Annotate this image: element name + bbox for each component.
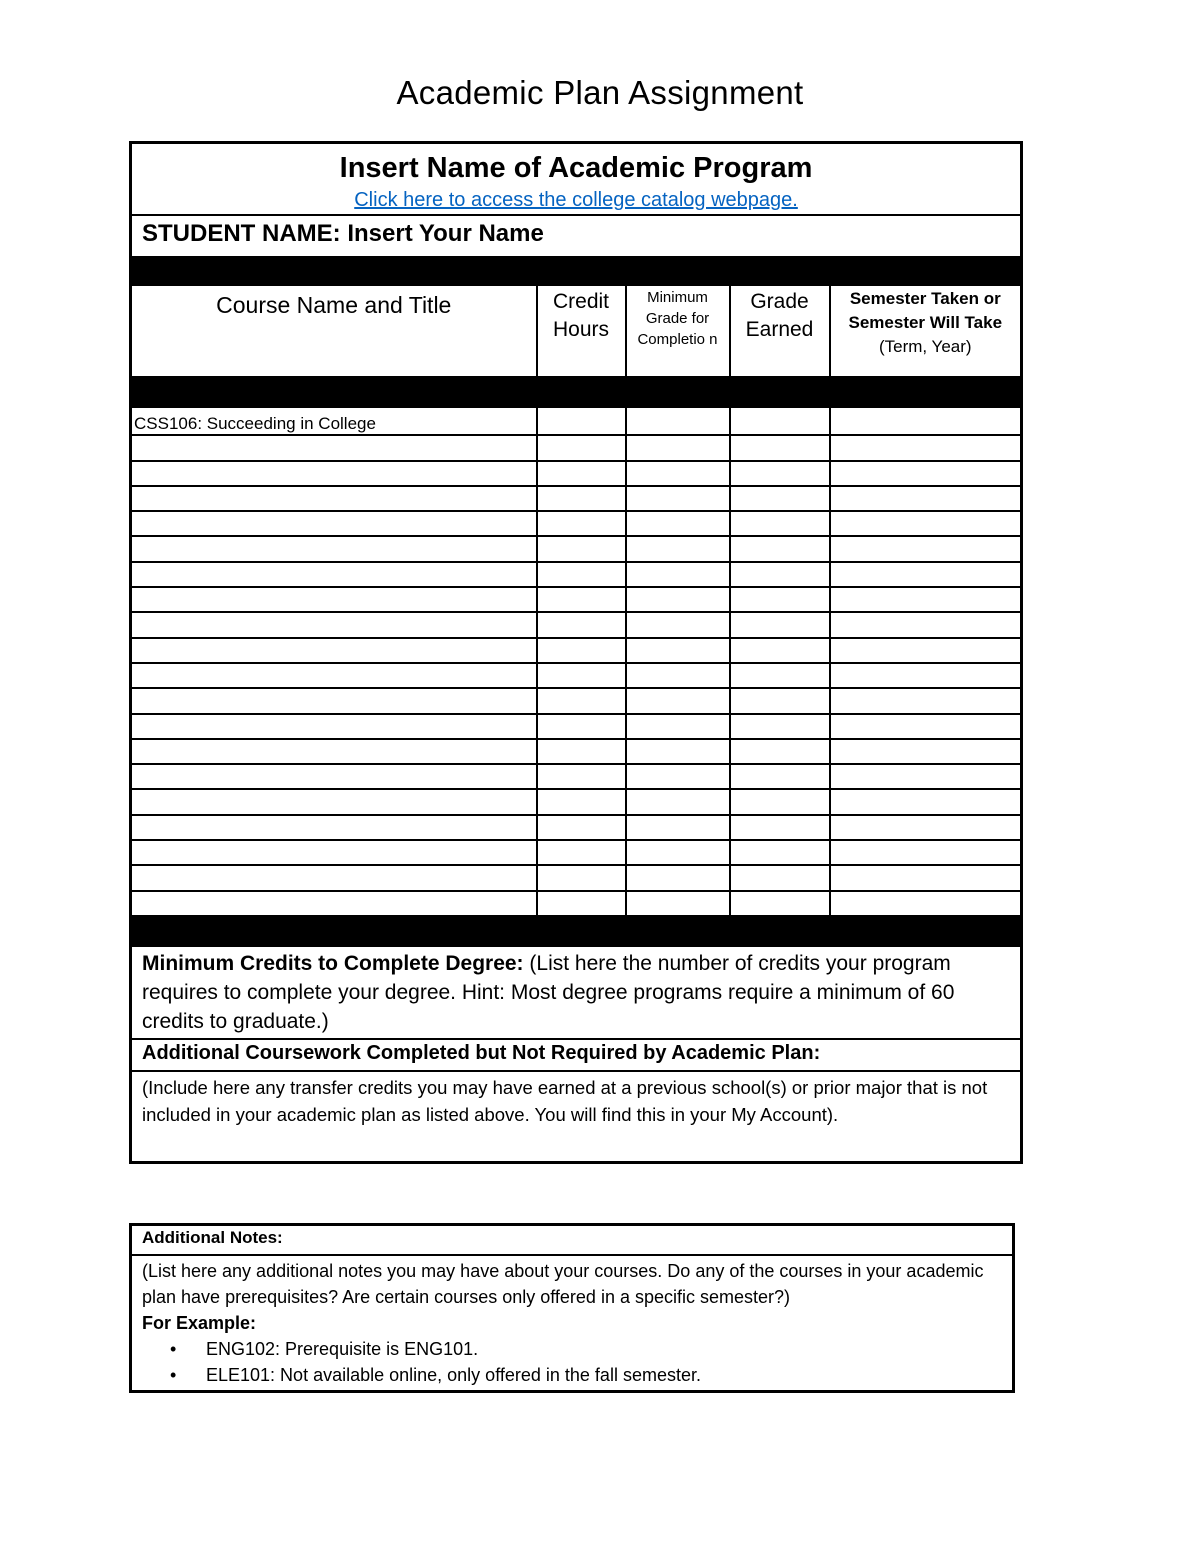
minimum-grade-cell[interactable]: [626, 435, 730, 460]
credit-hours-cell[interactable]: [537, 714, 626, 739]
semester-cell[interactable]: [830, 536, 1022, 561]
example-item: • ENG102: Prerequisite is ENG101.: [206, 1336, 1002, 1362]
grade-earned-cell[interactable]: [730, 407, 830, 435]
credit-hours-cell[interactable]: [537, 511, 626, 536]
semester-cell[interactable]: [830, 562, 1022, 587]
course-name-cell[interactable]: [131, 891, 537, 916]
course-row: [131, 688, 1022, 713]
academic-plan-table: [129, 141, 1023, 1164]
semester-cell[interactable]: [830, 612, 1022, 637]
course-name-cell[interactable]: [131, 663, 537, 688]
additional-notes-label: Additional Notes:: [131, 1225, 1014, 1256]
credit-hours-cell[interactable]: [537, 407, 626, 435]
credit-hours-cell[interactable]: [537, 587, 626, 612]
program-name[interactable]: Insert Name of Academic Program: [339, 152, 813, 184]
semester-cell[interactable]: [830, 407, 1022, 435]
program-header: [131, 143, 1022, 216]
course-row: [131, 562, 1022, 587]
course-row: [131, 891, 1022, 916]
course-row: [131, 435, 1022, 460]
minimum-grade-cell[interactable]: [626, 891, 730, 916]
course-row: [131, 407, 1022, 435]
minimum-grade-cell[interactable]: [626, 511, 730, 536]
credit-hours-cell[interactable]: [537, 739, 626, 764]
course-row: [131, 638, 1022, 663]
student-name-value[interactable]: Insert Your Name: [347, 220, 544, 247]
credit-hours-cell[interactable]: [537, 461, 626, 486]
course-row: [131, 612, 1022, 637]
credit-hours-cell[interactable]: [537, 688, 626, 713]
course-name-cell[interactable]: [131, 840, 537, 865]
minimum-grade-cell[interactable]: [626, 764, 730, 789]
course-name-cell[interactable]: [131, 865, 537, 890]
additional-coursework-cell[interactable]: (Include here any transfer credits you may have earned at a previous school(s) or prior major that is not included in your academic plan as listed above. You will find this in your My Account).: [131, 1071, 1022, 1163]
course-name-cell[interactable]: [131, 486, 537, 511]
bullet-icon: •: [170, 1339, 177, 1359]
minimum-credits-text: (List here the number of credits your program requires to complete your degree. Hint: Most degree programs require a minimum of 60 credits to graduate.): [142, 951, 955, 1033]
course-name-cell[interactable]: [131, 612, 537, 637]
course-name-cell[interactable]: [131, 638, 537, 663]
minimum-grade-cell[interactable]: [626, 461, 730, 486]
semester-cell[interactable]: [830, 865, 1022, 890]
credit-hours-cell[interactable]: [537, 638, 626, 663]
credit-hours-cell[interactable]: [537, 865, 626, 890]
semester-cell[interactable]: [830, 891, 1022, 916]
semester-cell[interactable]: [830, 789, 1022, 814]
grade-earned-cell[interactable]: [730, 511, 830, 536]
course-name-cell[interactable]: [131, 688, 537, 713]
course-name-cell[interactable]: [131, 789, 537, 814]
course-row: [131, 739, 1022, 764]
course-row: [131, 764, 1022, 789]
credit-hours-cell[interactable]: [537, 435, 626, 460]
grade-earned-cell[interactable]: [730, 789, 830, 814]
course-row: [131, 587, 1022, 612]
course-row: [131, 815, 1022, 840]
semester-header-term: (Term, Year): [878, 337, 972, 356]
minimum-grade-cell[interactable]: [626, 663, 730, 688]
minimum-grade-cell[interactable]: [626, 865, 730, 890]
minimum-grade-cell[interactable]: [626, 562, 730, 587]
column-header-grade-earned: Grade Earned: [730, 285, 830, 377]
semester-header-bold: Semester Taken or Semester Will Take: [848, 289, 1003, 332]
grade-earned-cell[interactable]: [730, 435, 830, 460]
credit-hours-cell[interactable]: [537, 840, 626, 865]
course-name-cell[interactable]: [131, 815, 537, 840]
credit-hours-cell[interactable]: [537, 486, 626, 511]
minimum-credits-cell[interactable]: [131, 946, 1022, 1039]
grade-earned-cell[interactable]: [730, 612, 830, 637]
grade-earned-cell[interactable]: [730, 587, 830, 612]
minimum-grade-cell[interactable]: [626, 840, 730, 865]
grade-earned-cell[interactable]: [730, 739, 830, 764]
minimum-grade-cell[interactable]: [626, 638, 730, 663]
grade-earned-cell[interactable]: [730, 688, 830, 713]
course-name-cell[interactable]: [131, 511, 537, 536]
semester-cell[interactable]: [830, 739, 1022, 764]
course-row: [131, 663, 1022, 688]
semester-cell[interactable]: [830, 663, 1022, 688]
student-name-row[interactable]: [131, 215, 1022, 257]
course-name-cell[interactable]: [131, 536, 537, 561]
course-name-cell[interactable]: [131, 562, 537, 587]
minimum-grade-cell[interactable]: [626, 739, 730, 764]
semester-cell[interactable]: [830, 461, 1022, 486]
semester-cell[interactable]: [830, 511, 1022, 536]
bullet-icon: •: [170, 1365, 177, 1385]
for-example-label: For Example:: [142, 1313, 257, 1333]
minimum-grade-cell[interactable]: [626, 688, 730, 713]
credit-hours-cell[interactable]: [537, 562, 626, 587]
course-row: [131, 511, 1022, 536]
semester-cell[interactable]: [830, 435, 1022, 460]
credit-hours-cell[interactable]: [537, 764, 626, 789]
course-name-cell[interactable]: [131, 587, 537, 612]
grade-earned-cell[interactable]: [730, 714, 830, 739]
column-header-course: Course Name and Title: [131, 285, 537, 377]
minimum-grade-cell[interactable]: [626, 486, 730, 511]
grade-earned-cell[interactable]: [730, 638, 830, 663]
grade-earned-cell[interactable]: [730, 840, 830, 865]
example-list: [142, 1336, 1002, 1388]
course-row: [131, 714, 1022, 739]
grade-earned-cell[interactable]: [730, 663, 830, 688]
minimum-grade-cell[interactable]: [626, 714, 730, 739]
additional-notes-text: (List here any additional notes you may have about your courses. Do any of the courses in your academic plan have prerequisites? Are certain courses only offered in a specific semester?): [142, 1261, 984, 1307]
minimum-grade-cell[interactable]: [626, 587, 730, 612]
minimum-grade-cell[interactable]: [626, 536, 730, 561]
credit-hours-cell[interactable]: [537, 891, 626, 916]
minimum-grade-cell[interactable]: [626, 407, 730, 435]
course-rows: [131, 407, 1022, 916]
grade-earned-cell[interactable]: [730, 486, 830, 511]
course-row: [131, 840, 1022, 865]
grade-earned-cell[interactable]: [730, 562, 830, 587]
semester-cell[interactable]: [830, 638, 1022, 663]
credit-hours-cell[interactable]: [537, 536, 626, 561]
column-header-semester: [830, 285, 1022, 377]
column-header-credit-hours: Credit Hours: [537, 285, 626, 377]
document-title: Academic Plan Assignment: [396, 74, 804, 111]
course-row: [131, 461, 1022, 486]
divider-bar: [131, 257, 1022, 285]
column-headers: [131, 285, 1022, 377]
semester-cell[interactable]: [830, 840, 1022, 865]
course-name-cell[interactable]: [131, 714, 537, 739]
course-row: [131, 486, 1022, 511]
grade-earned-cell[interactable]: [730, 815, 830, 840]
semester-cell[interactable]: [830, 815, 1022, 840]
minimum-grade-cell[interactable]: [626, 815, 730, 840]
grade-earned-cell[interactable]: [730, 536, 830, 561]
college-catalog-link[interactable]: Click here to access the college catalog webpage.: [354, 189, 798, 211]
divider-bar: [131, 377, 1022, 407]
grade-earned-cell[interactable]: [730, 891, 830, 916]
credit-hours-cell[interactable]: [537, 815, 626, 840]
grade-earned-cell[interactable]: [730, 865, 830, 890]
grade-earned-cell[interactable]: [730, 764, 830, 789]
minimum-grade-cell[interactable]: [626, 789, 730, 814]
course-name-cell[interactable]: [131, 435, 537, 460]
minimum-grade-cell[interactable]: [626, 612, 730, 637]
student-name-label: STUDENT NAME:: [142, 220, 341, 247]
additional-coursework-label: Additional Coursework Completed but Not Required by Academic Plan:: [131, 1039, 1022, 1071]
semester-cell[interactable]: [830, 714, 1022, 739]
course-name-cell[interactable]: [131, 764, 537, 789]
example-item: • ELE101: Not available online, only offered in the fall semester.: [206, 1362, 1002, 1388]
course-row: [131, 789, 1022, 814]
divider-bar: [131, 916, 1022, 946]
semester-cell[interactable]: [830, 688, 1022, 713]
semester-cell[interactable]: [830, 587, 1022, 612]
semester-cell[interactable]: [830, 764, 1022, 789]
semester-cell[interactable]: [830, 486, 1022, 511]
course-name-cell[interactable]: CSS106: Succeeding in College: [131, 407, 537, 435]
course-row: [131, 865, 1022, 890]
credit-hours-cell[interactable]: [537, 789, 626, 814]
course-name-cell[interactable]: [131, 461, 537, 486]
additional-notes-table: [129, 1223, 1015, 1393]
column-header-minimum-grade: Minimum Grade for Completio n: [626, 285, 730, 377]
credit-hours-cell[interactable]: [537, 612, 626, 637]
course-name-cell[interactable]: [131, 739, 537, 764]
minimum-credits-label: Minimum Credits to Complete Degree:: [142, 951, 524, 975]
additional-notes-cell[interactable]: [131, 1255, 1014, 1392]
course-row: [131, 536, 1022, 561]
grade-earned-cell[interactable]: [730, 461, 830, 486]
credit-hours-cell[interactable]: [537, 663, 626, 688]
